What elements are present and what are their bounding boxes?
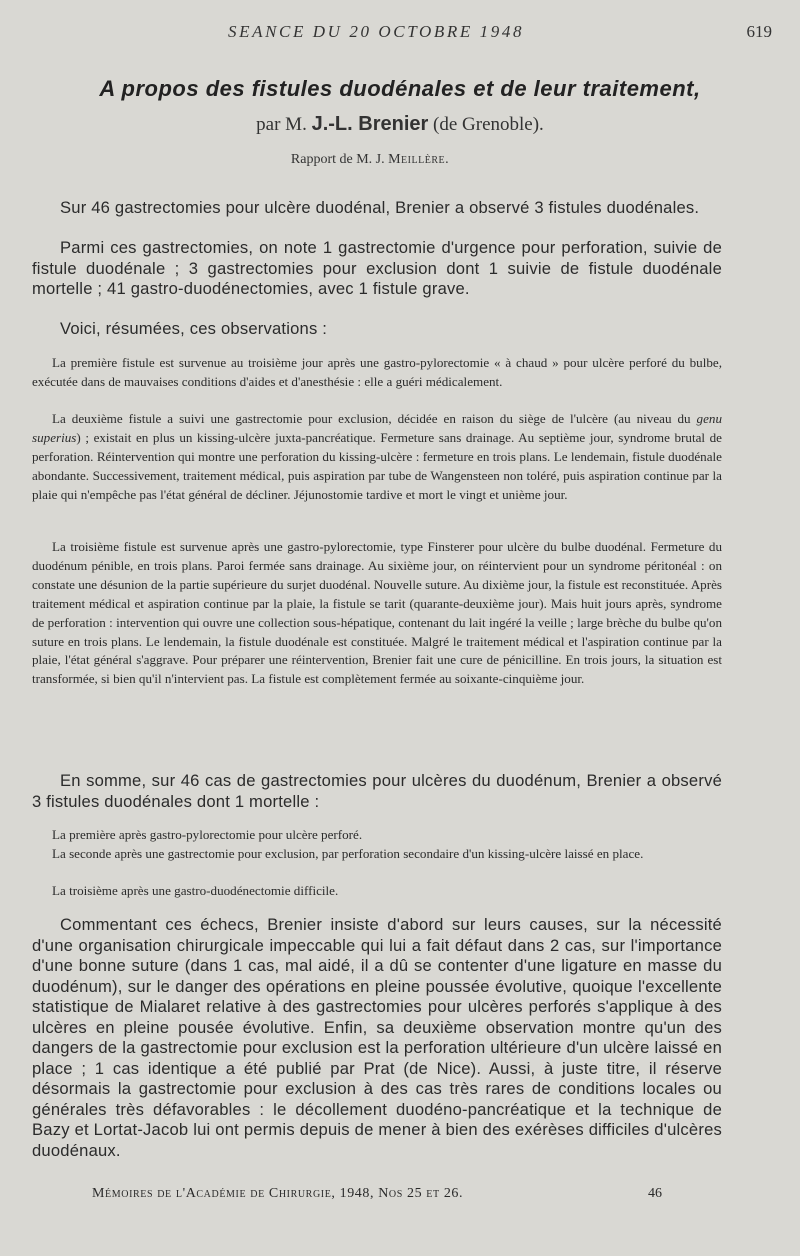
gastrectomies-paragraph: Parmi ces gastrectomies, on note 1 gastrectomie d'urgence pour perforation, suivie de fistule duodénale ; 3 gastrectomies pour exclusion dont 1 suivie de fistule duodénale mortelle ; 41 gastro-duodénectomies, avec 1 fistule grave. <box>32 238 722 298</box>
observation-2-part-a: La deuxième fistule a suivi une gastrectomie pour exclusion, décidée en raison du siège de l'ulcère (au niveau du <box>52 411 697 426</box>
summary-item-2: La seconde après une gastrectomie pour exclusion, par perforation secondaire d'un kissing-ulcère laissé en place. <box>52 846 644 861</box>
journal-reference: Mémoires de l'Académie de Chirurgie, 1948, Nos 25 et 26. <box>92 1186 464 1201</box>
author-name: J.-L. Brenier <box>311 113 429 135</box>
author-affiliation: (de Grenoble). <box>433 114 544 135</box>
byline <box>0 113 800 136</box>
byline-prefix: par M. <box>256 114 307 135</box>
running-header <box>0 22 800 44</box>
observation-3: La troisième fistule est survenue après une gastro-pylorectomie, type Finsterer pour ulcère du bulbe duodénal. Fermeture du duodénum pénible, en trois plans. Paroi fermée sans drainage. Au sixième jour, on réintervient pour un syndrome péritonéal : on constate une désunion de la partie supérieure du surjet duodénal. Nouvelle suture. Au dixième jour, la fistule est reconstituée. Après traitement médical et aspiration continue par la plaie, la fistule se tarit (quarante-deuxième jour). Mais huit jours après, syndrome de perforation : intervention qui ouvre une collection sous-hépatique, contenant du lait ingéré la veille ; large brèche du bulbe qu'on suture en trois plans. Le lendemain, la fistule duodénale est constituée. Malgré le traitement médical et l'aspiration continue par la plaie, l'état général s'aggrave. Pour préparer une réintervention, Brenier fait une cure de pénicilline. En trois jours, la situation est transformée, si bien qu'il n'intervient pas. La fistule est complètement fermée au soixante-cinquième jour. <box>32 539 722 687</box>
observation-1: La première fistule est survenue au troisième jour après une gastro-pylorectomie « à chaud » pour ulcère perforé du bulbe, exécutée dans de mauvaises conditions d'aides et d'anesthésie : elle a guéri médicalement. <box>32 355 722 389</box>
summary-item-3: La troisième après une gastro-duodénectomie difficile. <box>52 883 339 898</box>
summary-paragraph: En somme, sur 46 cas de gastrectomies pour ulcères du duodénum, Brenier a observé 3 fistules duodénales dont 1 mortelle : <box>32 771 722 811</box>
report-prefix: Rapport de M. J. <box>290 152 385 167</box>
observation-2-italic: genu superius <box>32 411 722 445</box>
sheet-number: 46 <box>648 1186 662 1201</box>
observation-2 <box>32 410 722 505</box>
observation-2-part-b: ) ; existait en plus un kissing-ulcère juxta-pancréatique. Fermeture sans drainage. Au septième jour, syndrome brutal de perforation. Réintervention qui montre une perforation du kissing-ulcère : fermeture en trois plans. Le lendemain, fistule duodénale abondante. Successivement, traitement médical, puis aspiration par tube de Wangensteen non toléré, puis aspiration continue par la plaie qui n'empêche pas l'état général de décliner. Jéjunostomie tardive et mort le vingt et unième jour. <box>32 429 722 502</box>
running-title: SEANCE DU 20 OCTOBRE 1948 <box>228 22 525 41</box>
page-footer <box>0 1186 800 1208</box>
observations-intro: Voici, résumées, ces observations : <box>60 319 328 338</box>
summary-item-1: La première après gastro-pylorectomie pour ulcère perforé. <box>52 827 363 842</box>
report-line <box>0 152 740 168</box>
reporter-name: Meillère. <box>388 152 450 167</box>
intro-paragraph: Sur 46 gastrectomies pour ulcère duodénal, Brenier a observé 3 fistules duodénales. <box>60 198 700 217</box>
commentary-paragraph: Commentant ces échecs, Brenier insiste d'abord sur leurs causes, sur la nécessité d'une organisation chirurgicale impeccable qui lui a fait défaut dans 2 cas, sur l'importance d'une bonne suture (dans 1 cas, mal aidé, il a dû se contenter d'une ligature en masse du duodénum), sur le danger des opérations en pleine poussée évolutive, quoique l'excellente statistique de Mialaret relative à des gastrectomies pour ulcères perforés s'applique à des ulcères en pleine pousée évolutive. Enfin, sa deuxième observation montre qu'un des dangers de la gastrectomie pour exclusion est la perforation ultérieure d'un ulcère laissé en place ; 1 cas identique a été publié par Prat (de Nice). Aussi, à juste titre, il réserve désormais la gastrectomie pour exclusion à des cas très rares de conditions locales ou générales très défavorables : le décollement duodéno-pancréatique et la technique de Bazy et Lortat-Jacob lui ont permis depuis de mener à bien des exérèses difficiles d'ulcères duodénaux. <box>32 915 722 1160</box>
page-number: 619 <box>746 22 772 41</box>
article-title: A propos des fistules duodénales et de leur traitement, <box>99 76 701 101</box>
